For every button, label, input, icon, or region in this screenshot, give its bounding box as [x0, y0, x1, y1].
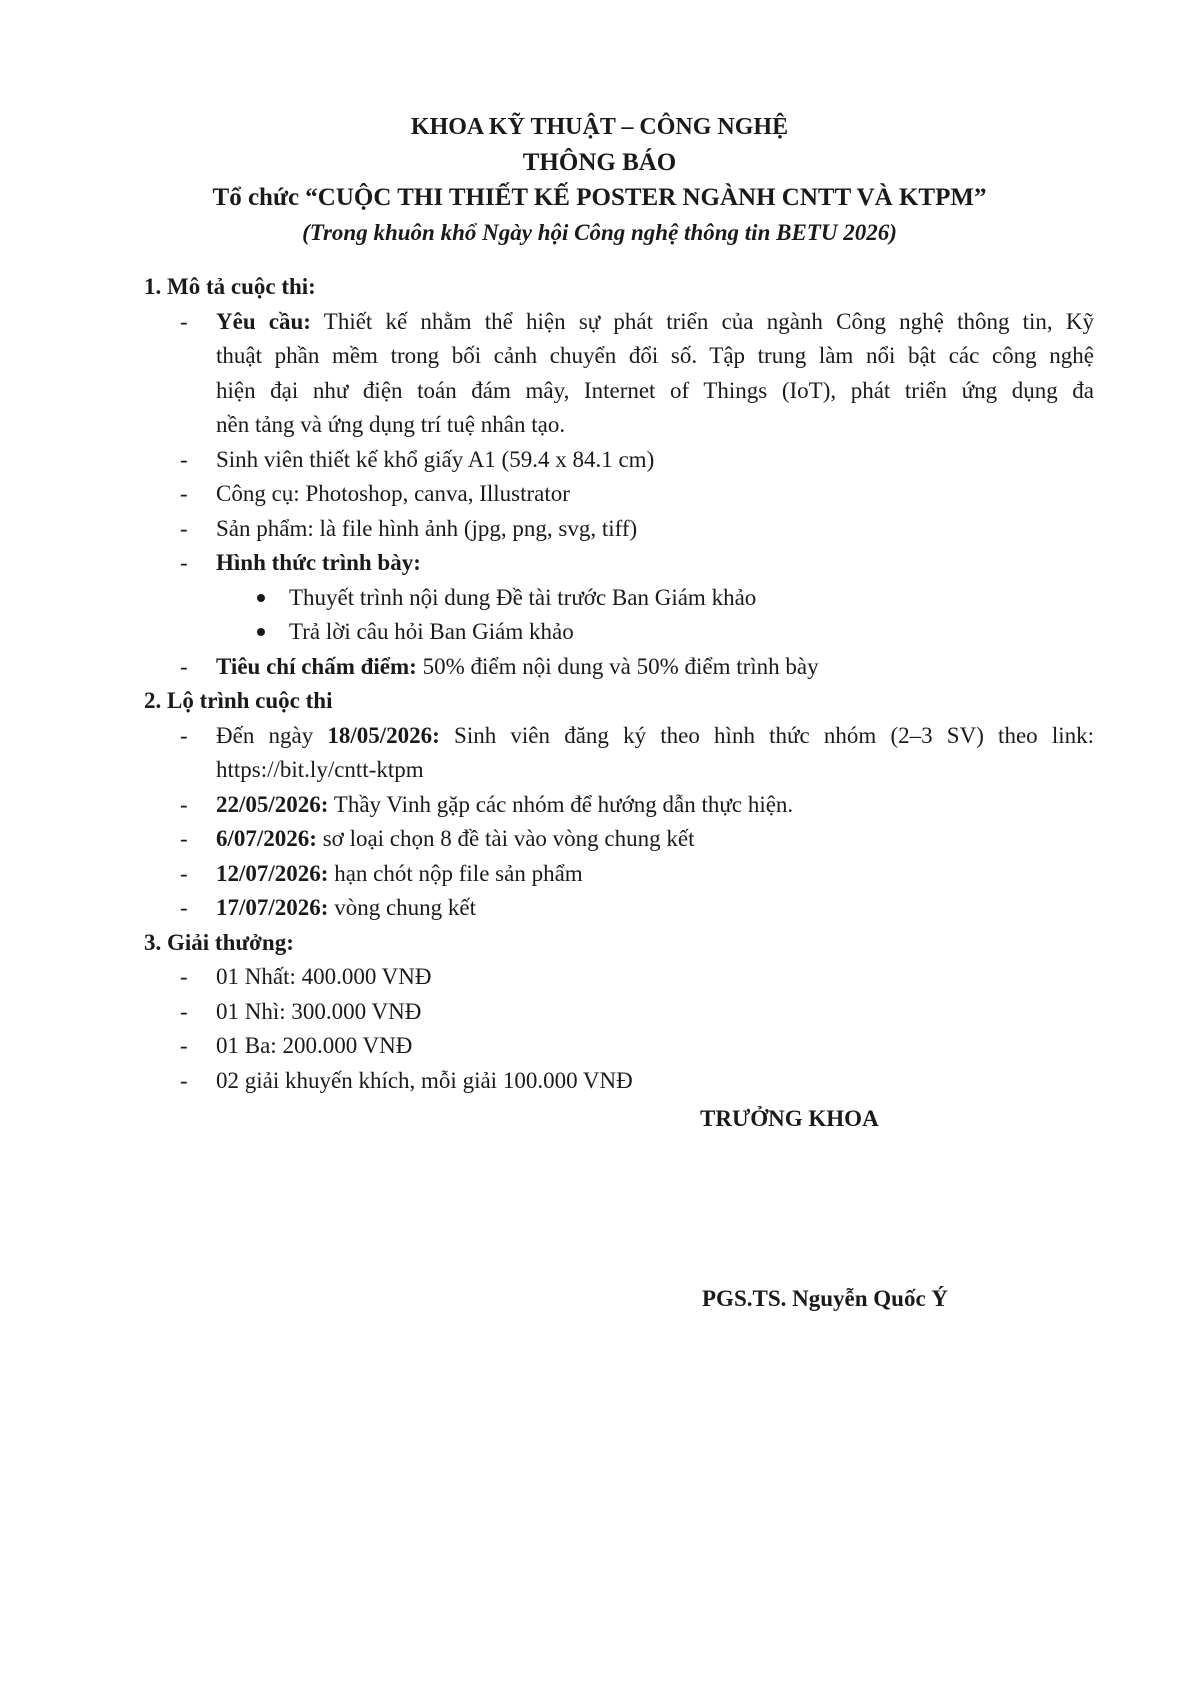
requirement-item	[144, 305, 1094, 443]
prize-item	[144, 960, 1094, 995]
signer-title: TRƯỞNG KHOA	[700, 1106, 879, 1131]
criteria-label: Tiêu chí chấm điểm:	[216, 653, 417, 679]
signer-name: PGS.TS. Nguyễn Quốc Ý	[702, 1286, 949, 1311]
presentation-bullet	[144, 615, 1094, 650]
prize-item	[144, 1029, 1094, 1064]
prize-text: 01 Nhất: 400.000 VNĐ	[216, 964, 432, 989]
prize-item	[144, 995, 1094, 1030]
section-2-heading: 2. Lộ trình cuộc thi	[144, 688, 333, 713]
presentation-label: Hình thức trình bày:	[216, 550, 421, 575]
bullet-dot	[257, 594, 265, 602]
schedule-text: sơ loại chọn 8 đề tài vào vòng chung kết	[316, 826, 695, 851]
dash-marker: -	[180, 998, 188, 1024]
prize-text: 01 Nhì: 300.000 VNĐ	[216, 998, 422, 1024]
schedule-item	[144, 822, 1094, 857]
prize-text: 01 Ba: 200.000 VNĐ	[216, 1033, 413, 1058]
tools-text: Công cụ: Photoshop, canva, Illustrator	[216, 481, 570, 506]
dash-marker: -	[180, 895, 188, 920]
schedule-item	[144, 891, 1094, 926]
registration-item	[144, 719, 1094, 788]
registration-date: 18/05/2026:	[327, 722, 440, 748]
document-body	[144, 270, 1094, 1098]
document-subtitle: (Trong khuôn khổ Ngày hội Công nghệ thông tin BETU 2026)	[302, 220, 897, 245]
dash-marker: -	[180, 515, 188, 541]
section-1-heading: 1. Mô tả cuộc thi:	[144, 274, 316, 299]
schedule-text: hạn chót nộp file sản phẩm	[328, 860, 583, 886]
dash-marker: -	[180, 481, 188, 506]
dash-marker: -	[180, 826, 188, 851]
registration-line-1	[216, 719, 1094, 754]
department-name: KHOA KỸ THUẬT – CÔNG NGHỆ	[410, 114, 789, 140]
product-item	[144, 512, 1094, 547]
dash-marker: -	[180, 653, 188, 679]
dash-marker: -	[180, 1067, 188, 1093]
tools-item	[144, 477, 1094, 512]
dash-marker: -	[180, 722, 188, 748]
requirement-line-3: hiện đại như điện toán đám mây, Internet of Things (IoT), phát triển ứng dụng đa	[216, 377, 1094, 403]
document-header	[0, 110, 1199, 250]
presentation-bullet-text: Trả lời câu hỏi Ban Giám khảo	[289, 619, 574, 644]
schedule-date: 6/07/2026:	[216, 826, 317, 851]
requirement-line-4: nền tảng và ứng dụng trí tuệ nhân tạo.	[216, 412, 566, 437]
registration-text: Sinh viên đăng ký theo hình thức nhóm (2–3 SV) theo link:	[439, 722, 1095, 748]
dash-marker: -	[180, 791, 188, 817]
schedule-date: 22/05/2026:	[216, 791, 329, 817]
schedule-date: 12/07/2026:	[216, 860, 329, 886]
presentation-item	[144, 546, 1094, 581]
schedule-text: vòng chung kết	[328, 895, 477, 920]
requirement-text-1: Thiết kế nhằm thể hiện sự phát triển của ngành Công nghệ thông tin, Kỹ	[310, 308, 1094, 334]
document-title: THÔNG BÁO	[522, 149, 677, 176]
paper-size-item	[144, 443, 1094, 478]
prize-item	[144, 1064, 1094, 1099]
dash-marker: -	[180, 964, 188, 989]
requirement-line-1	[216, 305, 1094, 340]
presentation-bullet	[144, 581, 1094, 616]
schedule-date: 17/07/2026:	[216, 895, 329, 920]
presentation-bullet-text: Thuyết trình nội dung Đề tài trước Ban Giám khảo	[289, 584, 757, 610]
criteria-item	[144, 650, 1094, 685]
dash-marker: -	[180, 446, 188, 472]
dash-marker: -	[180, 860, 188, 886]
section-3-heading: 3. Giải thưởng:	[144, 929, 294, 955]
dash-marker: -	[180, 308, 188, 334]
schedule-item	[144, 788, 1094, 823]
schedule-text: Thầy Vinh gặp các nhóm để hướng dẫn thực hiện.	[328, 791, 794, 817]
document-subject: Tổ chức “CUỘC THI THIẾT KẾ POSTER NGÀNH CNTT VÀ KTPM”	[212, 184, 987, 211]
product-text: Sản phẩm: là file hình ảnh (jpg, png, svg, tiff)	[216, 515, 638, 541]
paper-size-text: Sinh viên thiết kế khổ giấy A1 (59.4 x 84.1 cm)	[216, 446, 655, 472]
requirement-line-2: thuật phần mềm trong bối cảnh chuyển đổi số. Tập trung làm nổi bật các công nghệ	[216, 343, 1094, 368]
requirement-label: Yêu cầu:	[216, 308, 311, 334]
registration-prefix: Đến ngày	[216, 722, 328, 748]
dash-marker: -	[180, 550, 188, 575]
criteria-text: 50% điểm nội dung và 50% điểm trình bày	[416, 653, 819, 679]
dash-marker: -	[180, 1033, 188, 1058]
registration-link: https://bit.ly/cntt-ktpm	[216, 757, 424, 782]
prize-text: 02 giải khuyến khích, mỗi giải 100.000 VNĐ	[216, 1067, 633, 1093]
bullet-dot	[257, 628, 265, 636]
schedule-item	[144, 857, 1094, 892]
